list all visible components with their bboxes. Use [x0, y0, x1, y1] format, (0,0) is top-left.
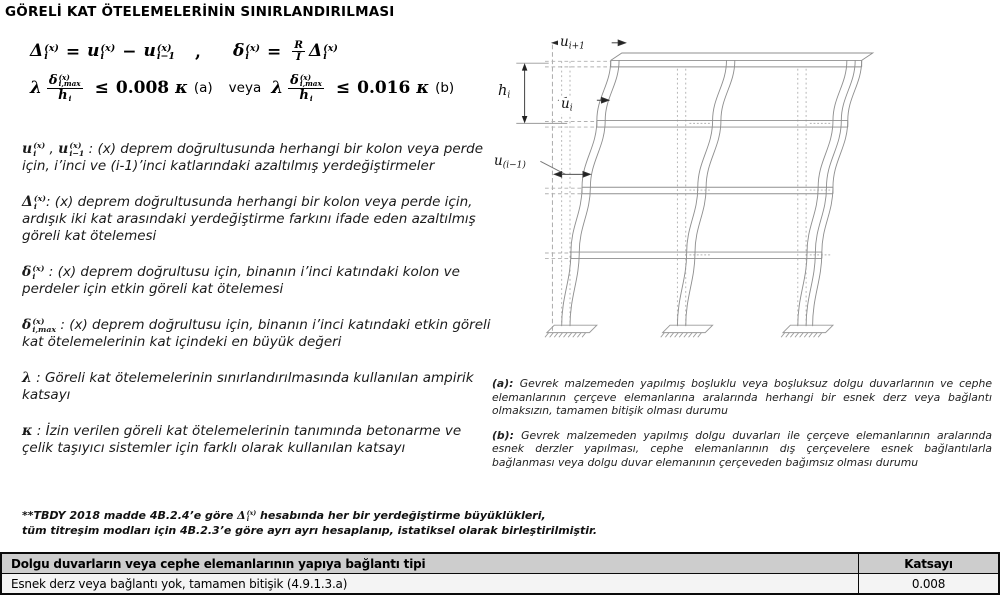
dimension-u-i-minus-1: [540, 161, 590, 177]
definition-lambda: λ : Göreli kat ötelemelerinin sınırlandırılmasında kullanılan ampirik katsayı: [22, 370, 474, 403]
veya-text: veya: [228, 80, 262, 97]
fraction-drift-b: δ (x) i,max h i: [290, 72, 322, 104]
case-tag-a: (a): [193, 80, 213, 97]
limit-value-a: 0.008: [115, 78, 170, 99]
page-title: GÖRELİ KAT ÖTELEMELERİNİN SINIRLANDIRILMASI: [5, 4, 395, 20]
definition-delta: Δ (x) i : (x) deprem doğrultusunda herhangi bir kolon veya perde için, ardışık iki kat arasındaki yerdeğiştirme farkını ifade eden azaltılmış göreli kat ötelemesi: [22, 194, 476, 244]
table-header-type: Dolgu duvarların veya cephe elemanlarının yapıya bağlantı tipi: [11, 556, 426, 571]
definition-delta-eff: δ (x) i : (x) deprem doğrultusu için, binanın i’inci katındaki kolon ve perdeler için etkin göreli kat ötelemesi: [22, 264, 460, 297]
table-header-row: [2, 554, 998, 574]
dimension-h-i: [516, 63, 567, 123]
fraction-R-I: $\frac{R}{I}$: [294, 39, 303, 64]
label-h-i: $h_i$: [498, 83, 511, 101]
limit-value-b: 0.016: [357, 78, 411, 99]
frame-drift-svg: [490, 28, 1000, 378]
connection-type-table: [0, 552, 1000, 595]
fraction-drift-a: δ (x) i,max h i: [48, 72, 81, 104]
frame-drift-diagram: [490, 28, 1000, 378]
definition-delta-max: δ (x) i,max : (x) deprem doğrultusu için, binanın i’inci katındaki etkin göreli kat ötelemelerinin kat içindeki en büyük değeri: [22, 317, 491, 350]
label-u-i: $u_i$: [561, 96, 573, 114]
formula-drift-limits: λ δ (x) i,max h i ≤ 0.008 κ (a) veya λ δ (x) i,max h i ≤ 0.016 κ (b): [30, 72, 455, 104]
formula-block: [30, 40, 460, 103]
case-notes: [492, 377, 992, 480]
table-cell-value: 0.008: [858, 574, 998, 593]
math-delta-i: Δ (x) i: [30, 41, 59, 63]
note-a: (a): Gevrek malzemeden yapılmış boşluklu veya boşluksuz dolgu duvarlarının ve cephe elemanlarının çerçeve elemanlarına aralarında herhangi bir esnek derz veya bağlantı olmaksızın, tamamen bitişik olması durumu: [492, 377, 992, 417]
note-b: (b): Gevrek malzemeden yapılmış dolgu duvarları ile çerçeve elemanlarının aralarında esnek derzler yapılması, cephe elemanlarının dış çerçevelere esnek bağlantılarla bağlanması veya dolgu duvar elemanının çerçeveden bağımsız olması durumu: [492, 428, 992, 469]
label-u-i-minus-1: $u_{(i-1)}$: [494, 153, 526, 171]
table-data-row: [2, 574, 998, 593]
definitions-list: [22, 141, 492, 476]
definition-kappa: κ : İzin verilen göreli kat ötelemelerinin tanımında betonarme ve çelik taşıyıcı sistemler için farklı olarak kullanılan katsayı: [22, 423, 462, 456]
math-u-i: u (x) i: [87, 41, 116, 63]
label-u-i-plus-1: $u_{i+1}$: [560, 34, 585, 52]
original-position-lines: [545, 45, 831, 334]
definition-u: u (x) i , u (x) i−1 : (x) deprem doğrultusunda herhangi bir kolon veya perde için, i’inci ve (i-1)’inci katlarındaki azaltılmış yerdeğiştirmeler: [22, 141, 484, 174]
math-delta-i-2: Δ (x) i: [308, 41, 338, 63]
table-header-value: Katsayı: [858, 554, 998, 573]
fixed-supports: [545, 325, 833, 337]
case-tag-b: (b): [435, 80, 455, 97]
deflected-frame: [562, 53, 873, 326]
math-u-i-1: u (x) i−1: [143, 41, 176, 63]
math-delta-eff-i: δ (x) i: [232, 41, 260, 63]
footnote: **TBDY 2018 madde 4B.2.4’e göre Δ (x) i hesabında her bir yerdeğiştirme büyüklükleri, tüm titreşim modları için 4B.2.3’e göre ayrı ayrı hesaplanıp, istatiksel olarak birleştirilmiştir.: [22, 509, 598, 537]
table-cell-type: Esnek derz veya bağlantı yok, tamamen bitişik (4.9.1.3.a): [11, 576, 348, 591]
formula-drift-definition: Δ (x) i = u (x) i − u (x) i−1 , δ (x) i = $\frac{R}{I}$ Δ (x) i: [30, 39, 338, 64]
